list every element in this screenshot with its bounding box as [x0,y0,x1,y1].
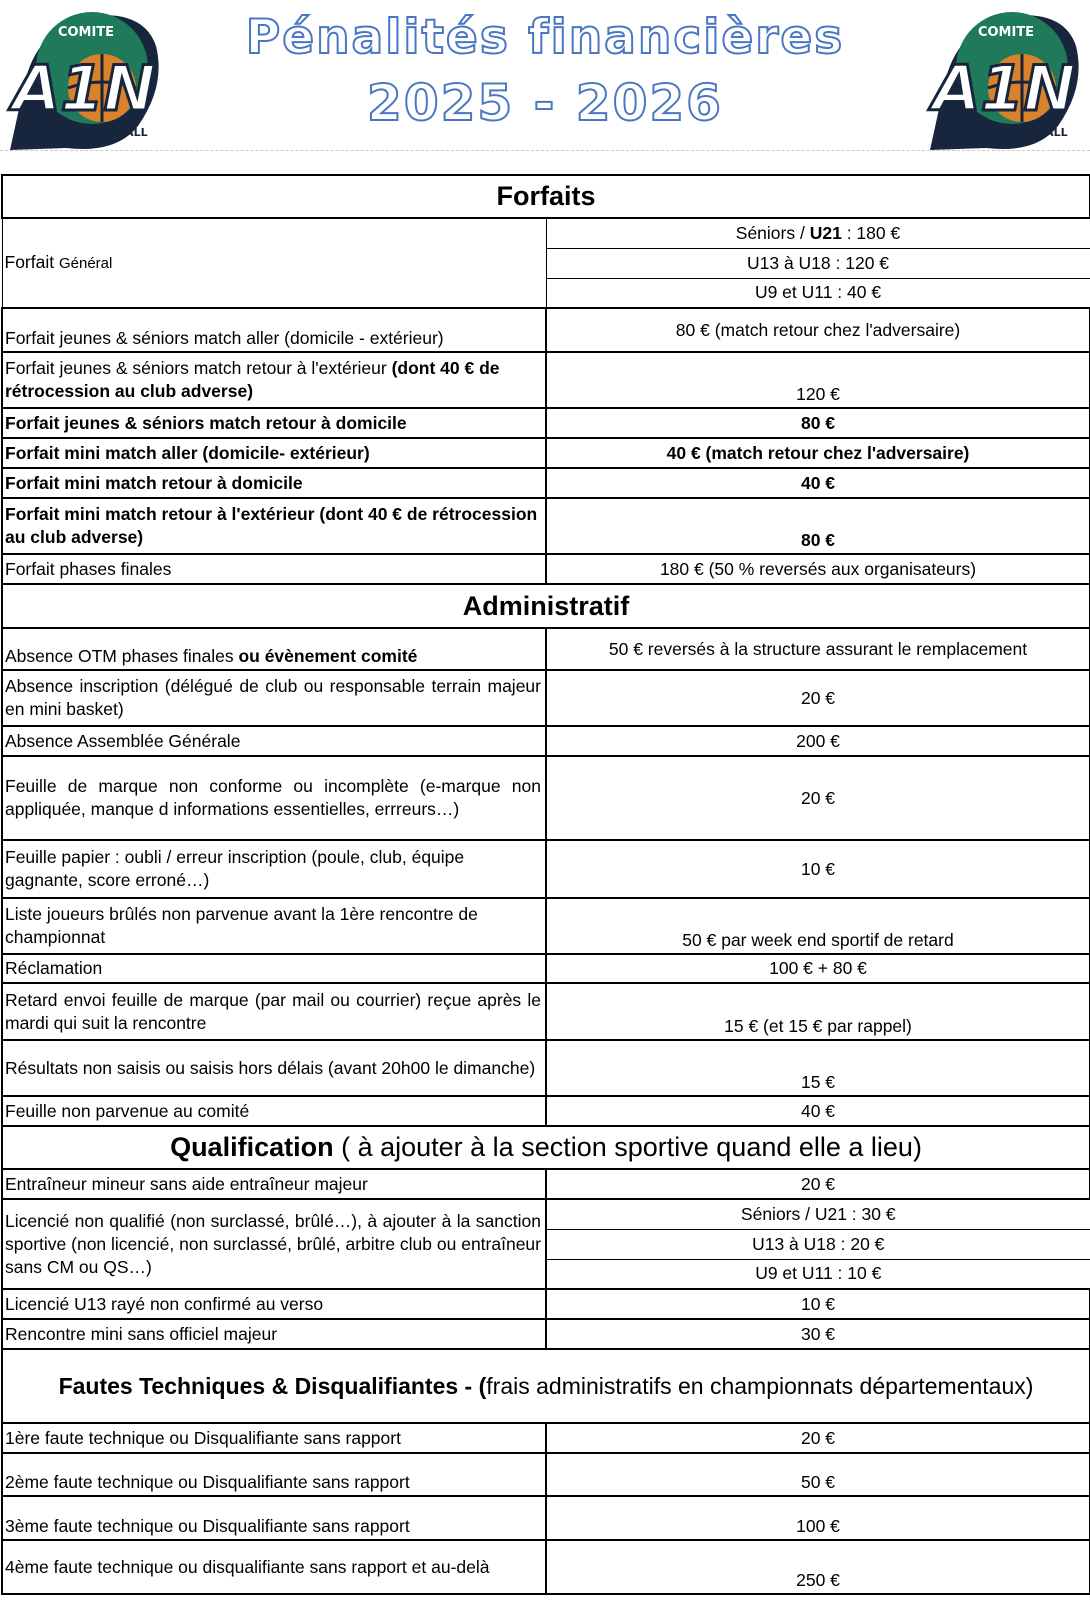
table-row [2,840,1090,898]
row-value: 10 € [546,840,1090,898]
section-title: Forfaits [2,175,1090,218]
row-value: 15 € (et 15 € par rappel) [546,983,1090,1040]
comite-ain-basketball-logo-left [6,6,166,156]
section-administratif-header [2,584,1090,628]
svg-text:BASKETBALL: BASKETBALL [68,126,148,139]
row-value: 40 € (match retour chez l'adversaire) [546,438,1090,468]
row-value: 50 € [546,1453,1090,1496]
table-row [2,1289,1090,1319]
table-row [2,438,1090,468]
row-value: 200 € [546,726,1090,756]
row-value: 80 € [546,498,1090,554]
table-row [2,218,1090,248]
row-label: Forfait mini match retour à l'extérieur (dont 40 € de rétrocession au club adverse) [2,498,546,554]
row-label: Absence Assemblée Générale [2,726,546,756]
row-value: 50 € reversés à la structure assurant le remplacement [546,628,1090,670]
row-value: U13 à U18 : 120 € [546,248,1090,278]
row-label: Licencié U13 rayé non confirmé au verso [2,1289,546,1319]
row-label: Réclamation [2,954,546,983]
row-value: 40 € [546,1096,1090,1126]
row-label: Rencontre mini sans officiel majeur [2,1319,546,1349]
penalties-table [1,174,1090,1595]
svg-text:BASKETBALL: BASKETBALL [988,126,1068,139]
comite-ain-basketball-logo-right [926,6,1086,156]
row-label: Licencié non qualifié (non surclassé, brûlé…), à ajouter à la sanction sportive (non licencié, non surclassé, brûlé, arbitre club ou entraîneur sans CM ou QS…) [2,1199,546,1289]
row-label: 2ème faute technique ou Disqualifiante sans rapport [2,1453,546,1496]
section-fautes-header [2,1349,1090,1423]
row-value: U9 et U11 : 40 € [546,278,1090,308]
row-value: 80 € [546,408,1090,438]
table-row [2,408,1090,438]
section-title: Fautes Techniques & Disqualifiantes - (frais administratifs en championnats départementaux) [2,1349,1090,1423]
row-label: Forfait jeunes & séniors match retour à domicile [2,408,546,438]
row-value: 40 € [546,468,1090,498]
row-value: U13 à U18 : 20 € [546,1229,1090,1259]
row-value: 20 € [546,670,1090,726]
table-row [2,954,1090,983]
row-value: 180 € (50 % reversés aux organisateurs) [546,554,1090,584]
row-value: Séniors / U21 : 180 € [546,218,1090,248]
row-value: Séniors / U21 : 30 € [546,1199,1090,1229]
row-label: Forfait jeunes & séniors match aller (domicile - extérieur) [2,308,546,352]
row-label: 1ère faute technique ou Disqualifiante sans rapport [2,1423,546,1453]
table-row [2,352,1090,408]
table-row [2,898,1090,954]
table-row [2,1319,1090,1349]
row-label: Liste joueurs brûlés non parvenue avant la 1ère rencontre de championnat [2,898,546,954]
row-value: 80 € (match retour chez l'adversaire) [546,308,1090,352]
table-row [2,756,1090,840]
table-row [2,726,1090,756]
page-season: 2025 - 2026 [367,74,723,132]
table-row [2,1453,1090,1496]
section-title: Administratif [2,584,1090,628]
table-row [2,1540,1090,1594]
row-value: 120 € [546,352,1090,408]
page-header [0,0,1090,168]
section-forfaits-header [2,175,1090,218]
section-qualification-header [2,1126,1090,1169]
row-value: 15 € [546,1040,1090,1096]
svg-text:A1N: A1N [932,52,1076,125]
table-row [2,1169,1090,1199]
row-label: Retard envoi feuille de marque (par mail ou courrier) reçue après le mardi qui suit la rencontre [2,983,546,1040]
row-label: Entraîneur mineur sans aide entraîneur majeur [2,1169,546,1199]
svg-text:COMITE: COMITE [57,25,115,40]
row-value: 100 € + 80 € [546,954,1090,983]
row-value: 50 € par week end sportif de retard [546,898,1090,954]
row-label: Forfait phases finales [2,554,546,584]
row-value: 20 € [546,756,1090,840]
table-row [2,1496,1090,1540]
row-value: 30 € [546,1319,1090,1349]
row-value: 250 € [546,1540,1090,1594]
row-label: Feuille non parvenue au comité [2,1096,546,1126]
table-row [2,308,1090,352]
svg-text:COMITE: COMITE [977,25,1035,40]
row-value: 20 € [546,1423,1090,1453]
row-label: Résultats non saisis ou saisis hors délais (avant 20h00 le dimanche) [2,1040,546,1096]
table-row [2,670,1090,726]
table-row [2,468,1090,498]
table-row [2,1040,1090,1096]
row-label: Forfait mini match aller (domicile- extérieur) [2,438,546,468]
row-value: U9 et U11 : 10 € [546,1259,1090,1289]
section-title: Qualification ( à ajouter à la section sportive quand elle a lieu) [2,1126,1090,1169]
table-row [2,983,1090,1040]
row-value: 10 € [546,1289,1090,1319]
row-value: 20 € [546,1169,1090,1199]
row-label: 4ème faute technique ou disqualifiante sans rapport et au-delà [2,1540,546,1594]
row-label: Forfait jeunes & séniors match retour à l'extérieur (dont 40 € de rétrocession au club adverse) [2,352,546,408]
table-row [2,1096,1090,1126]
row-label: Feuille papier : oubli / erreur inscription (poule, club, équipe gagnante, score erroné…) [2,840,546,898]
row-label: 3ème faute technique ou Disqualifiante sans rapport [2,1496,546,1540]
row-value: 100 € [546,1496,1090,1540]
svg-text:A1N: A1N [12,52,156,125]
row-label: Feuille de marque non conforme ou incomplète (e-marque non appliquée, manque d informations essentielles, errreurs…) [2,756,546,840]
table-row [2,628,1090,670]
table-row [2,498,1090,554]
table-row [2,1199,1090,1229]
table-row [2,1423,1090,1453]
row-label: Absence inscription (délégué de club ou responsable terrain majeur en mini basket) [2,670,546,726]
table-row [2,554,1090,584]
row-label: Absence OTM phases finales ou évènement comité [2,628,546,670]
header-divider [0,150,1090,151]
page-title: Pénalités financières [245,10,845,65]
row-label: Forfait Général [2,218,546,308]
row-label: Forfait mini match retour à domicile [2,468,546,498]
